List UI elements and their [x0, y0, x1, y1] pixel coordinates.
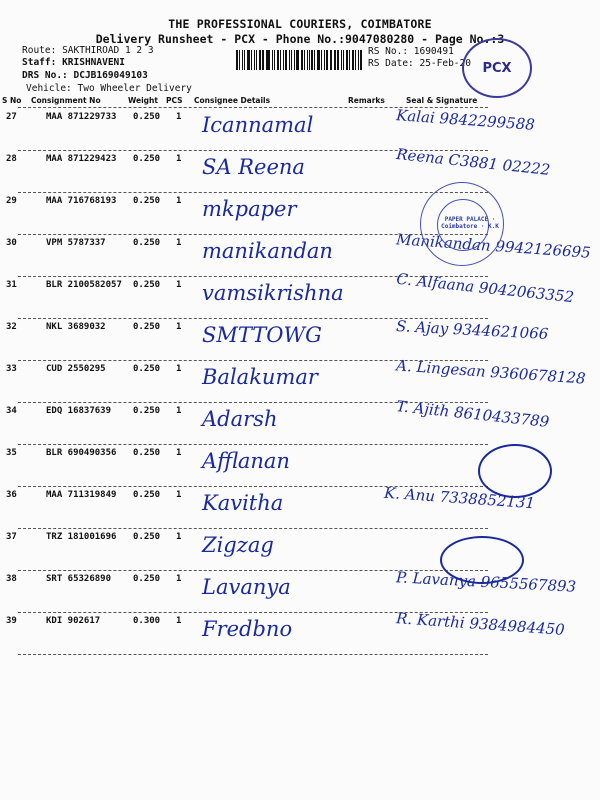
signature-scribble	[440, 536, 524, 584]
col-sno: S No	[2, 96, 22, 105]
barcode-bar	[311, 50, 313, 70]
barcode-bar	[355, 50, 356, 70]
row-consignment: VPM 5787337	[46, 238, 106, 248]
barcode-bar	[285, 50, 287, 70]
barcode-bar	[254, 50, 255, 70]
barcode-bar	[309, 50, 310, 70]
consignee-handwritten-name: Fredbno	[202, 617, 293, 641]
barcode-bar	[321, 50, 322, 70]
row-weight: 0.250	[133, 322, 161, 332]
barcode	[236, 50, 364, 70]
signature: S. Ajay 9344621066	[395, 317, 549, 343]
signature: Kalai 9842299588	[395, 106, 536, 134]
barcode-bar	[236, 50, 238, 70]
barcode-bar	[343, 50, 344, 70]
barcode-bar	[349, 50, 350, 70]
barcode-bar	[301, 50, 303, 70]
row-pcs: 1	[176, 238, 182, 248]
barcode-bar	[267, 50, 270, 70]
table-row	[0, 193, 600, 235]
row-pcs: 1	[176, 406, 182, 416]
consignee-handwritten-name: vamsikrishna	[202, 281, 344, 305]
row-consignment: MAA 716768193	[46, 196, 117, 206]
consignee-handwritten-name: mkpaper	[202, 197, 297, 221]
barcode-bar	[262, 50, 264, 70]
row-consignment: TRZ 181001696	[46, 532, 117, 542]
row-sno: 33	[6, 364, 17, 374]
table-row	[0, 609, 600, 655]
runsheet-subtitle: Delivery Runsheet - PCX - Phone No.:9047080280 - Page No.:3	[95, 32, 505, 46]
barcode-bar	[251, 50, 252, 70]
barcode-bar	[304, 50, 305, 70]
row-pcs: 1	[176, 280, 182, 290]
row-sno: 38	[6, 574, 17, 584]
barcode-bar	[326, 50, 328, 70]
row-sno: 35	[6, 448, 17, 458]
barcode-bar	[346, 50, 348, 70]
row-weight: 0.250	[133, 364, 161, 374]
consignee-handwritten-name: manikandan	[202, 239, 333, 263]
row-weight: 0.250	[133, 154, 161, 164]
row-pcs: 1	[176, 196, 182, 206]
row-pcs: 1	[176, 322, 182, 332]
barcode-bar	[360, 50, 362, 70]
row-sno: 36	[6, 490, 17, 500]
barcode-bar	[317, 50, 320, 70]
row-sno: 29	[6, 196, 17, 206]
barcode-bar	[331, 50, 332, 70]
signature: P. Lavanya 9655567893	[395, 568, 577, 596]
consignee-handwritten-name: Kavitha	[202, 491, 284, 515]
col-remarks: Remarks	[348, 96, 385, 105]
row-pcs: 1	[176, 490, 182, 500]
seal-text: PAPER PALACE · Coimbatore · K.K	[441, 216, 499, 230]
pcx-stamp: PCX	[462, 38, 532, 98]
row-consignment: BLR 2100582057	[46, 280, 122, 290]
consignee-handwritten-name: SMTTOWG	[202, 323, 322, 347]
row-pcs: 1	[176, 112, 182, 122]
consignee-handwritten-name: SA Reena	[202, 155, 305, 179]
staff-line: Staff: KRISHNAVENI	[22, 57, 125, 68]
barcode-bar	[272, 50, 273, 70]
row-sno: 28	[6, 154, 17, 164]
barcode-bar	[280, 50, 281, 70]
signature: C. Alfaana 9042063352	[395, 269, 575, 307]
vehicle-value: Two Wheeler Delivery	[77, 83, 192, 94]
row-consignment: MAA 711319849	[46, 490, 117, 500]
table-row	[0, 319, 600, 361]
barcode-bar	[239, 50, 240, 70]
barcode-bar	[324, 50, 325, 70]
row-weight: 0.250	[133, 448, 161, 458]
barcode-bar	[259, 50, 261, 70]
row-pcs: 1	[176, 448, 182, 458]
signature: Manikandan 9942126695	[395, 230, 592, 262]
barcode-bar	[334, 50, 336, 70]
barcode-bar	[289, 50, 291, 70]
col-weight: Weight	[128, 96, 158, 105]
row-consignment: NKL 3689032	[46, 322, 106, 332]
row-weight: 0.300	[133, 616, 161, 626]
company-title: THE PROFESSIONAL COURIERS, COIMBATORE	[168, 17, 432, 31]
row-sno: 32	[6, 322, 17, 332]
row-pcs: 1	[176, 574, 182, 584]
table-header	[0, 96, 600, 107]
barcode-bar	[358, 50, 359, 70]
row-sno: 34	[6, 406, 17, 416]
barcode-bar	[337, 50, 339, 70]
row-pcs: 1	[176, 364, 182, 374]
row-weight: 0.250	[133, 112, 161, 122]
barcode-bar	[294, 50, 295, 70]
row-sno: 39	[6, 616, 17, 626]
barcode-bar	[283, 50, 284, 70]
barcode-bar	[242, 50, 243, 70]
barcode-bar	[274, 50, 275, 70]
staff-value: KRISHNAVENI	[62, 57, 125, 68]
barcode-bar	[330, 50, 331, 70]
row-sno: 30	[6, 238, 17, 248]
table-row	[0, 356, 600, 403]
table-row	[0, 144, 600, 193]
barcode-bar	[247, 50, 250, 70]
rs-number: RS No.: 1690491	[368, 46, 454, 57]
route-line: Route: SAKTHIROAD 1 2 3	[22, 45, 154, 56]
row-pcs: 1	[176, 154, 182, 164]
row-weight: 0.250	[133, 196, 161, 206]
barcode-bar	[244, 50, 246, 70]
signature: R. Karthi 9384984450	[395, 609, 566, 639]
col-seal-signature: Seal & Signature	[406, 96, 478, 105]
row-sno: 31	[6, 280, 17, 290]
row-consignment: BLR 690490356	[46, 448, 117, 458]
consignee-handwritten-name: Afflanan	[202, 449, 290, 473]
row-consignment: MAA 871229733	[46, 112, 117, 122]
row-weight: 0.250	[133, 532, 161, 542]
consignee-handwritten-name: Lavanya	[202, 575, 291, 599]
drs-value: DCJB169049103	[73, 70, 148, 81]
row-sno: 37	[6, 532, 17, 542]
row-weight: 0.250	[133, 490, 161, 500]
table-row	[0, 269, 600, 319]
barcode-bar	[266, 50, 267, 70]
barcode-bar	[341, 50, 342, 70]
signature: A. Lingesan 9360678128	[395, 356, 587, 388]
barcode-bar	[291, 50, 292, 70]
row-weight: 0.250	[133, 238, 161, 248]
table-row	[0, 230, 600, 277]
consignee-handwritten-name: Zigzag	[202, 533, 274, 557]
row-sno: 27	[6, 112, 17, 122]
row-consignment: CUD 2550295	[46, 364, 106, 374]
consignee-handwritten-name: Icannamal	[202, 113, 314, 137]
row-weight: 0.250	[133, 574, 161, 584]
signature: K. Anu 7338852131	[383, 483, 536, 513]
route-value: SAKTHIROAD 1 2 3	[62, 45, 154, 56]
barcode-bar	[314, 50, 315, 70]
row-pcs: 1	[176, 532, 182, 542]
row-consignment: SRT 65326890	[46, 574, 112, 584]
barcode-bar	[296, 50, 299, 70]
barcode-bar	[256, 50, 257, 70]
col-pcs: PCS	[166, 96, 183, 105]
row-divider	[18, 654, 488, 655]
signature-scribble	[478, 444, 552, 498]
row-consignment: KDI 902617	[46, 616, 101, 626]
barcode-bar	[307, 50, 308, 70]
table-row	[0, 397, 600, 445]
row-pcs: 1	[176, 616, 182, 626]
barcode-bar	[277, 50, 279, 70]
row-weight: 0.250	[133, 406, 161, 416]
consignee-handwritten-name: Adarsh	[202, 407, 278, 431]
row-consignment: EDQ 16837639	[46, 406, 112, 416]
col-consignee: Consignee Details	[194, 96, 271, 105]
col-consignment: Consignment No	[31, 96, 101, 105]
rs-date: RS Date: 25-Feb-20	[368, 58, 471, 69]
signature: Reena C3881 02222	[395, 144, 552, 180]
barcode-bar	[352, 50, 355, 70]
table-row	[0, 106, 600, 151]
signature: T. Ajith 8610433789	[395, 397, 551, 431]
consignee-handwritten-name: Balakumar	[202, 365, 318, 389]
vehicle-line: Vehicle: Two Wheeler Delivery	[26, 83, 192, 94]
row-consignment: MAA 871229423	[46, 154, 117, 164]
row-weight: 0.250	[133, 280, 161, 290]
drs-line: DRS No.: DCJB169049103	[22, 70, 148, 81]
